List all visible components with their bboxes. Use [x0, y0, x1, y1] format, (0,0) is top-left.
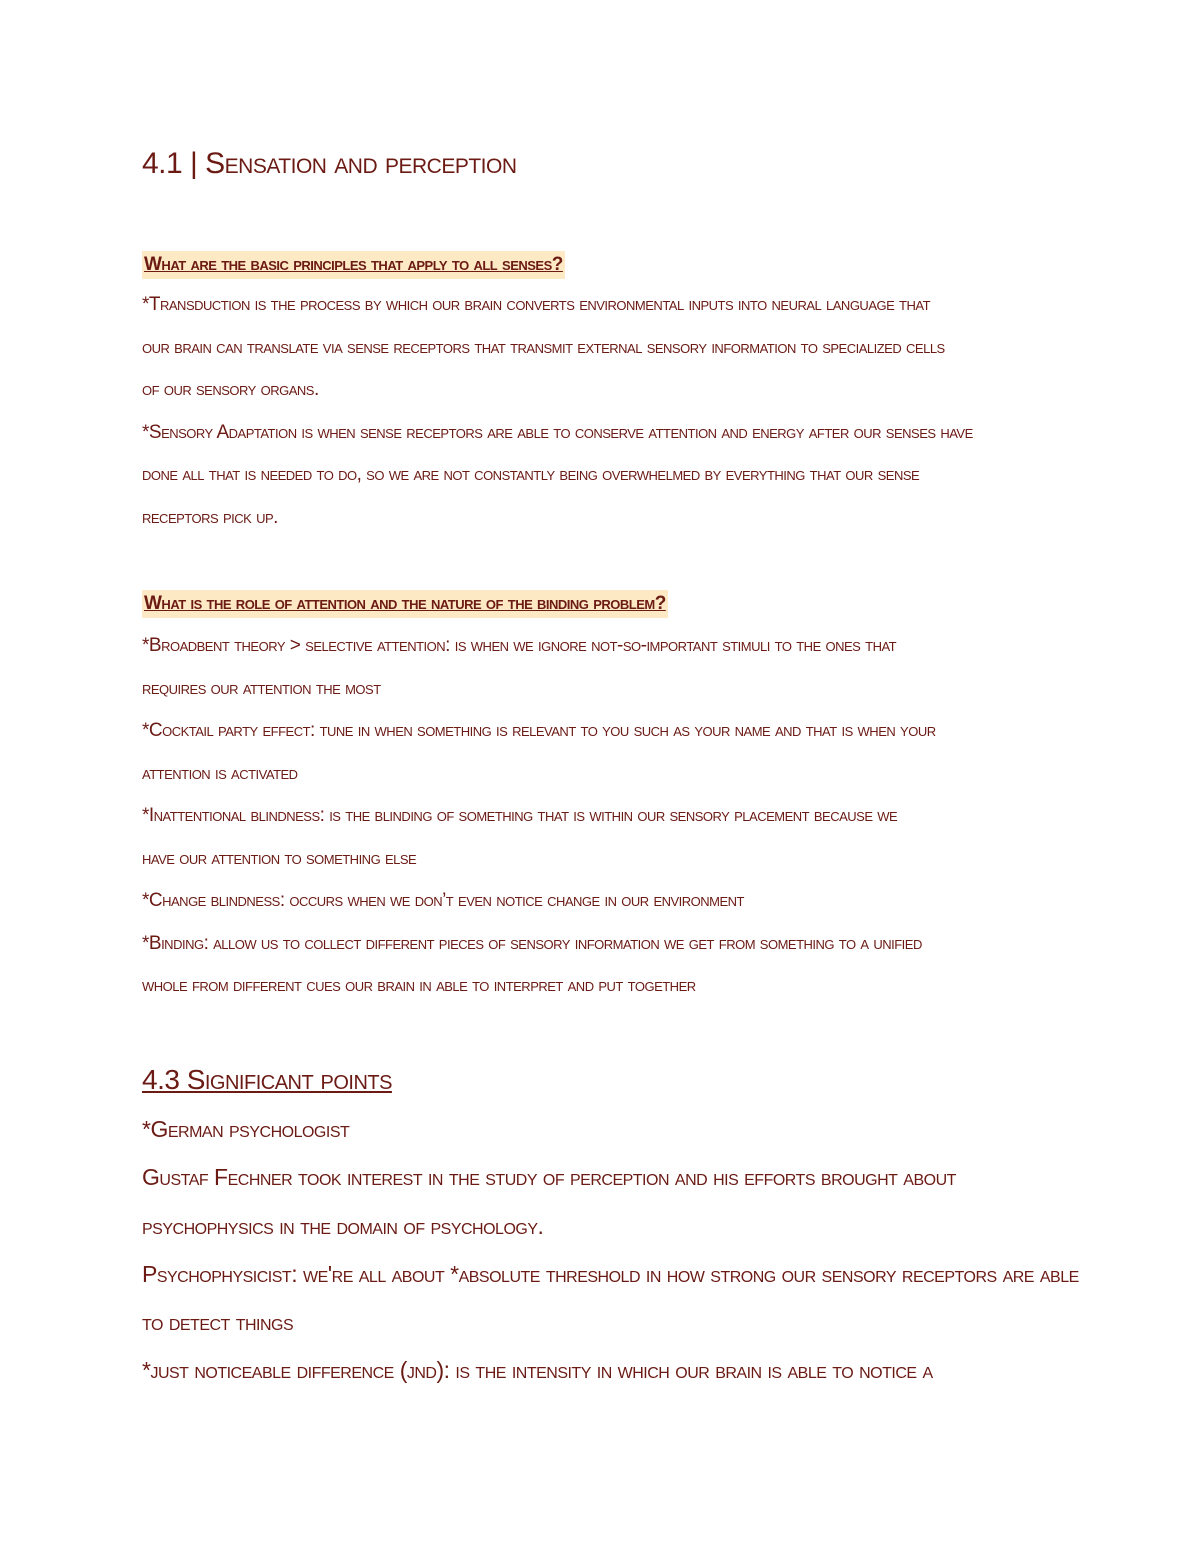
text-line: Psychophysicist: we're all about *absolute threshold in how strong our sensory receptors are able [142, 1260, 1079, 1287]
section-body-significant-points [142, 1105, 1079, 1395]
text-line: of our sensory organs. [142, 379, 319, 400]
text-line: *Broadbent theory > selective attention: is when we ignore not-so-important stimuli to the ones that [142, 635, 897, 656]
answer-principles [142, 284, 1057, 539]
text-line: *Transduction is the process by which our brain converts environmental inputs into neural language that [142, 294, 931, 315]
section-title-significant-points: 4.3 Significant points [142, 1064, 392, 1095]
text-line: *German psychologist [142, 1116, 350, 1142]
text-line: our brain can translate via sense receptors that transmit external sensory information to specialized cells [142, 336, 945, 358]
text-line: *Inattentional blindness: is the blinding of something that is within our sensory placement because we [142, 805, 898, 826]
text-line: requires our attention the most [142, 677, 381, 699]
question-heading-principles: What are the basic principles that apply to all senses? [142, 251, 565, 279]
page-title: 4.1 | Sensation and perception [142, 147, 517, 180]
question-heading-attention: What is the role of attention and the nature of the binding problem? [142, 590, 668, 618]
text-line: *just noticeable difference (jnd): is the intensity in which our brain is able to notice a [142, 1357, 933, 1384]
text-line: done all that is needed to do, so we are not constantly being overwhelmed by everything that our sense [142, 464, 920, 485]
text-line: psychophysics in the domain of psychology. [142, 1212, 544, 1239]
text-line: attention is activated [142, 762, 298, 784]
text-line: whole from different cues our brain in able to interpret and put together [142, 975, 696, 996]
text-line: *Sensory Adaptation is when sense receptors are able to conserve attention and energy after our senses have [142, 421, 973, 443]
text-line: receptors pick up. [142, 506, 278, 528]
text-line: Gustaf Fechner took interest in the study of perception and his efforts brought about [142, 1164, 956, 1191]
text-line: *Change blindness: occurs when we don’t even notice change in our environment [142, 890, 745, 911]
text-line: to detect things [142, 1309, 294, 1336]
text-line: *Binding: allow us to collect different pieces of sensory information we get from something to a unified [142, 932, 922, 954]
text-line: *Cocktail party effect: tune in when something is relevant to you such as your name and that is when your [142, 720, 936, 741]
answer-attention [142, 625, 1057, 1008]
text-line: have our attention to something else [142, 847, 417, 869]
